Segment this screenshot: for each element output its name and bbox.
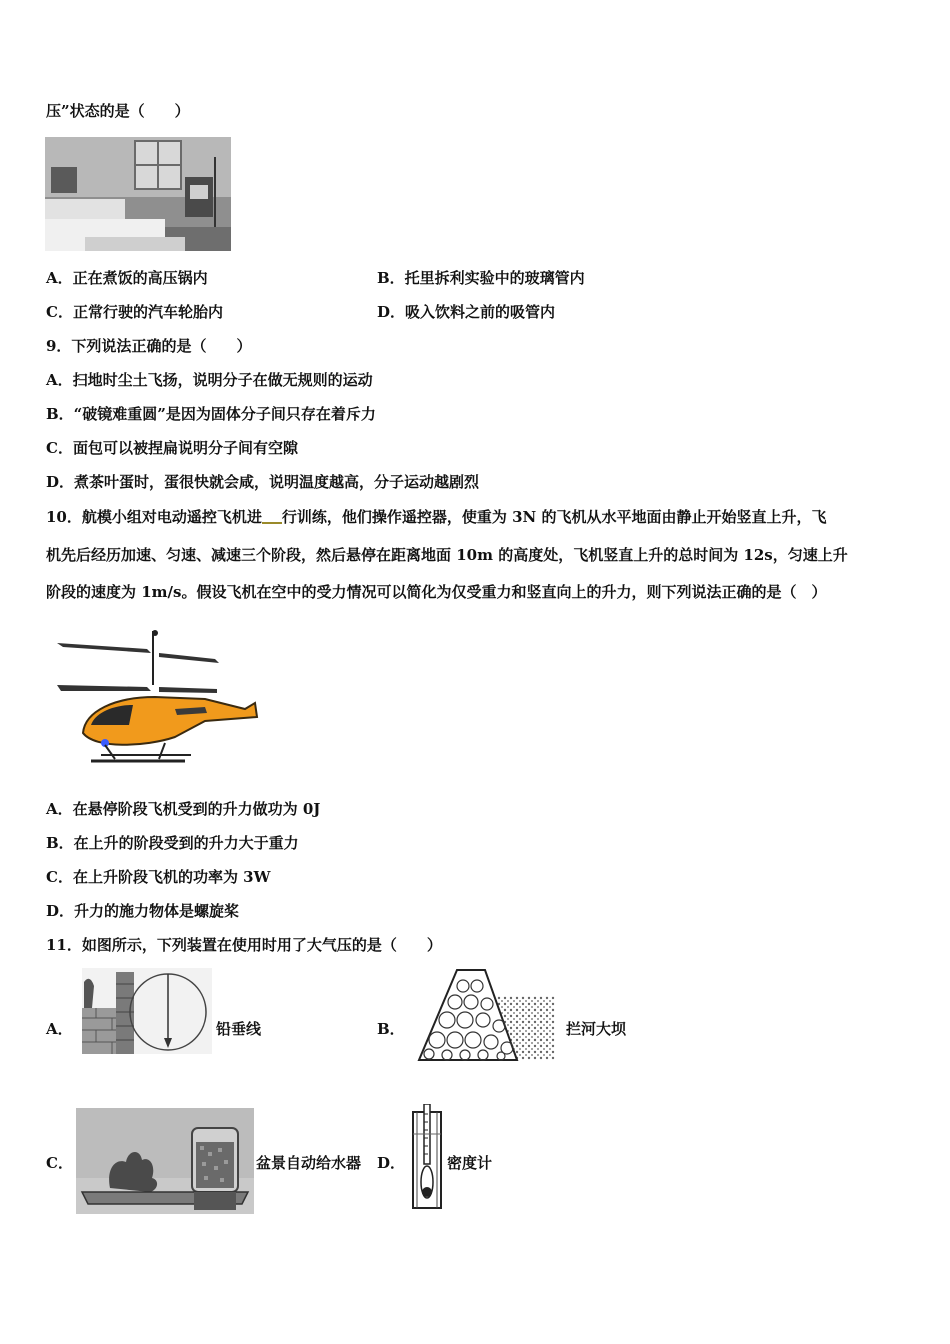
- q9-option-a: A．扫地时尘土飞扬，说明分子在做无规则的运动: [46, 371, 373, 389]
- q11-option-c-letter: C．: [46, 1154, 73, 1172]
- q8-option-b: B．托里拆利实验中的玻璃管内: [377, 269, 585, 287]
- q8-stem-tail: 压”状态的是（ ）: [46, 102, 190, 120]
- q11-option-d-letter: D．: [377, 1154, 406, 1172]
- q8-option-d: D．吸入饮料之前的吸管内: [377, 303, 556, 321]
- q9-option-b: B．“破镜难重圆”是因为固体分子间只存在着斥力: [46, 405, 376, 423]
- q10-stem-line-1-part-a: 10．航模小组对电动遥控飞机进: [46, 508, 262, 526]
- q10-option-d: D．升力的施力物体是螺旋桨: [46, 902, 240, 920]
- q10-option-a: A．在悬停阶段飞机受到的升力做功为 0J: [46, 800, 321, 818]
- q10-stem-line-1-part-b: 行训练，他们操作遥控器，使重为 3N 的飞机从水平地面由静止开始竖直上升，飞: [281, 508, 827, 526]
- plumb-line-figure: [82, 968, 212, 1054]
- q9-option-c: C．面包可以被捏扁说明分子间有空隙: [46, 439, 298, 457]
- q11-option-b-letter: B．: [377, 1020, 405, 1038]
- highlight-mark: [262, 512, 282, 524]
- dam-figure: [413, 966, 563, 1062]
- q9-option-d: D．煮茶叶蛋时，蛋很快就会咸，说明温度越高，分子运动越剧烈: [46, 473, 480, 491]
- plant-waterer-figure: [76, 1108, 254, 1214]
- hospital-room-photo: [45, 137, 231, 251]
- q8-option-a: A．正在煮饭的高压锅内: [46, 269, 208, 287]
- q10-option-c: C．在上升阶段飞机的功率为 3W: [46, 868, 271, 886]
- q11-option-a-letter: A．: [46, 1020, 73, 1038]
- q10-option-b: B．在上升的阶段受到的升力大于重力: [46, 834, 299, 852]
- q10-stem-line-3: 阶段的速度为 1m/s。假设飞机在空中的受力情况可以简化为仅受重力和竖直向上的升力，则下列说法正确的是（ ）: [46, 583, 827, 601]
- q11-option-c-label: 盆景自动给水器: [256, 1154, 362, 1172]
- q11-option-d-label: 密度计: [447, 1154, 493, 1172]
- q9-stem: 9．下列说法正确的是（ ）: [46, 337, 252, 355]
- hydrometer-figure: [411, 1104, 443, 1210]
- q11-option-a-label: 铅垂线: [216, 1020, 262, 1038]
- rc-helicopter-figure: [55, 625, 260, 773]
- q11-stem: 11．如图所示，下列装置在使用时用了大气压的是（ ）: [46, 936, 442, 954]
- q10-stem-line-2: 机先后经历加速、匀速、减速三个阶段，然后悬停在距离地面 10m 的高度处，飞机竖直上升的总时间为 12s，匀速上升: [46, 546, 848, 564]
- q10-stem-line-1: [46, 507, 827, 527]
- q8-option-c: C．正常行驶的汽车轮胎内: [46, 303, 223, 321]
- q11-option-b-label: 拦河大坝: [566, 1020, 627, 1038]
